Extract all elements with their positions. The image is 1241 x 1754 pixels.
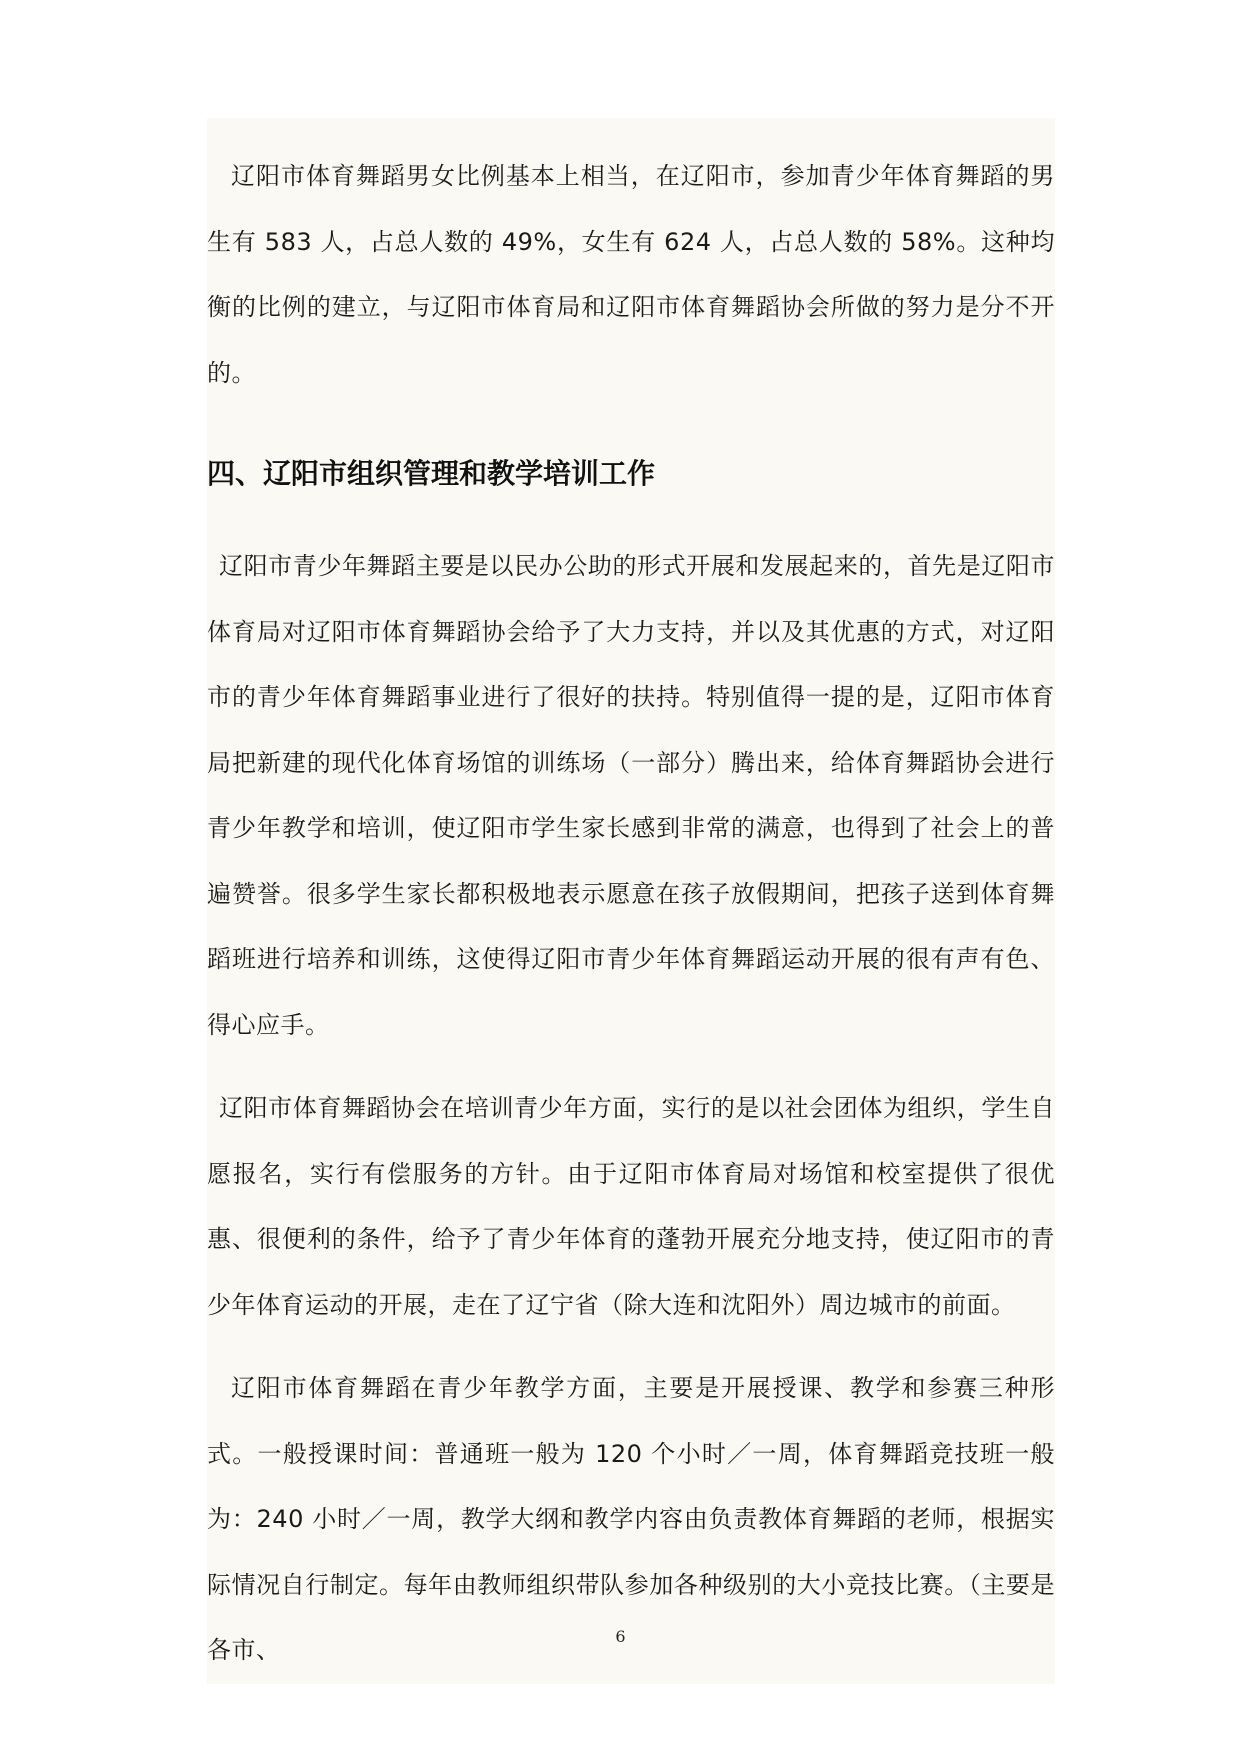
paragraph-organization: 辽阳市青少年舞蹈主要是以民办公助的形式开展和发展起来的，首先是辽阳市体育局对辽阳市体育舞蹈协会给予了大力支持，并以及其优惠的方式，对辽阳市的青少年体育舞蹈事业进行了很好的扶持。特别值得一提的是，辽阳市体育局把新建的现代化体育场馆的训练场（一部分）腾出来，给体育舞蹈协会进行青少年教学和培训，使辽阳市学生家长感到非常的满意，也得到了社会上的普遍赞誉。很多学生家长都积极地表示愿意在孩子放假期间，把孩子送到体育舞蹈班进行培养和训练，这使得辽阳市青少年体育舞蹈运动开展的很有声有色、得心应手。 <box>207 552 1055 1039</box>
paragraph-gender-ratio: 辽阳市体育舞蹈男女比例基本上相当，在辽阳市，参加青少年体育舞蹈的男生有 583 人，占总人数的 49%，女生有 624 人，占总人数的 58%。这种均衡的比例的建立，与辽阳市体育局和辽阳市体育舞蹈协会所做的努力是分不开的。 <box>207 162 1055 387</box>
document-body <box>207 118 1055 1684</box>
paragraph-training-policy: 辽阳市体育舞蹈协会在培训青少年方面，实行的是以社会团体为组织，学生自愿报名，实行有偿服务的方针。由于辽阳市体育局对场馆和校室提供了很优惠、很便利的条件，给予了青少年体育的蓬勃开展充分地支持，使辽阳市的青少年体育运动的开展，走在了辽宁省（除大连和沈阳外）周边城市的前面。 <box>207 1094 1055 1319</box>
page-number: 6 <box>615 1627 626 1646</box>
paragraph-teaching-forms: 辽阳市体育舞蹈在青少年教学方面，主要是开展授课、教学和参赛三种形式。一般授课时间：普通班一般为 120 个小时／一周，体育舞蹈竞技班一般为：240 小时／一周，教学大纲和教学内容由负责教体育舞蹈的老师，根据实际情况自行制定。每年由教师组织带队参加各种级别的大小竞技比赛。（主要是各市、 <box>207 1374 1055 1664</box>
section-heading: 四、辽阳市组织管理和教学培训工作 <box>207 457 656 490</box>
